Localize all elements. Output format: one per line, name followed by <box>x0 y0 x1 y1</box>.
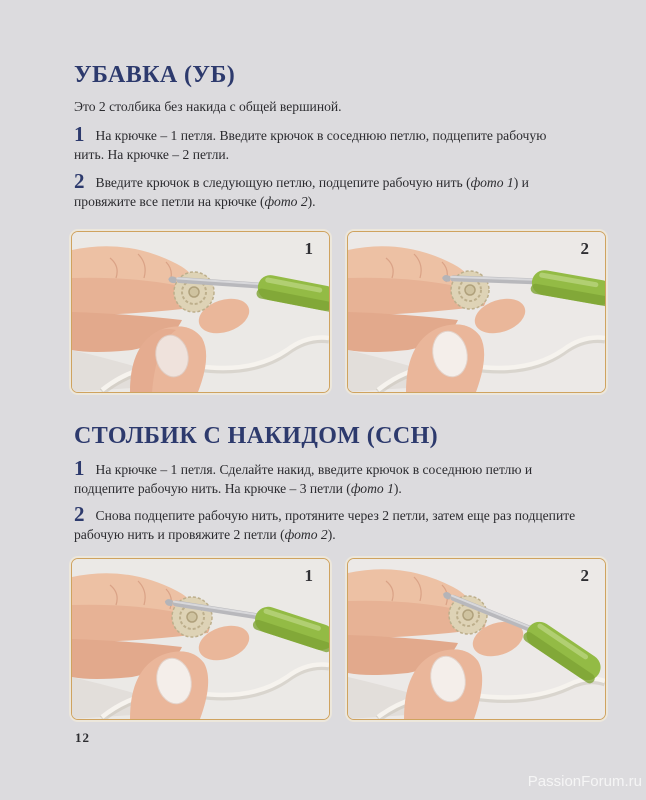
step-text: ). <box>307 194 316 209</box>
step-text: ). <box>327 527 336 542</box>
photo-ssn-2 <box>347 558 606 720</box>
photo-number-label: 2 <box>580 239 589 258</box>
step-text: Введите крючок в следующую петлю, подцепите рабочую нить ( <box>95 175 471 190</box>
photo-ref: фото 2 <box>264 194 308 209</box>
photo-ref: фото 1 <box>470 175 514 190</box>
step-text: Снова подцепите рабочую нить, протяните через 2 петли, затем еще раз подцепите рабочую нить и провяжите 2 петли ( <box>74 508 576 542</box>
section-title-ssn: СТОЛБИК С НАКИДОМ (ССН) <box>74 423 439 449</box>
step-text: На крючке – 1 петля. Сделайте накид, введите крючок в соседнюю петлю и подцепите рабочую нить. На крючке – 3 петли ( <box>74 462 533 496</box>
step-number: 2 <box>74 169 85 193</box>
photo-number-label: 1 <box>304 239 313 258</box>
step-text: ). <box>393 481 402 496</box>
photo-row-ssn <box>71 558 606 720</box>
photo-ubavka-1 <box>71 231 330 393</box>
step-1 <box>74 457 578 498</box>
photo-number-label: 1 <box>304 566 313 585</box>
photo-row-ubavka <box>71 231 606 393</box>
step-number: 2 <box>74 502 85 526</box>
photo-number-label: 2 <box>580 566 589 585</box>
step-number: 1 <box>74 456 85 480</box>
watermark: PassionForum.ru <box>527 773 642 790</box>
step-1 <box>74 123 578 164</box>
photo-ref: фото 2 <box>284 527 328 542</box>
step-2 <box>74 170 578 211</box>
step-text: На крючке – 1 петля. Введите крючок в соседнюю петлю, подцепите рабочую нить. На крючке – 2 петли. <box>74 128 547 162</box>
step-2 <box>74 503 578 544</box>
crochet-photo-illustration <box>72 232 329 392</box>
photo-ubavka-2 <box>347 231 606 393</box>
photo-ssn-1 <box>71 558 330 720</box>
crochet-photo-illustration <box>72 559 329 719</box>
section-title-ubavka: УБАВКА (УБ) <box>74 62 236 88</box>
step-number: 1 <box>74 122 85 146</box>
page-number: 12 <box>75 730 90 745</box>
crochet-photo-illustration <box>348 559 605 719</box>
photo-ref: фото 1 <box>350 481 394 496</box>
step-text: ) и провяжите все петли на крючке ( <box>74 175 529 209</box>
crochet-photo-illustration <box>348 232 605 392</box>
section-intro: Это 2 столбика без накида с общей вершиной. <box>74 99 342 114</box>
